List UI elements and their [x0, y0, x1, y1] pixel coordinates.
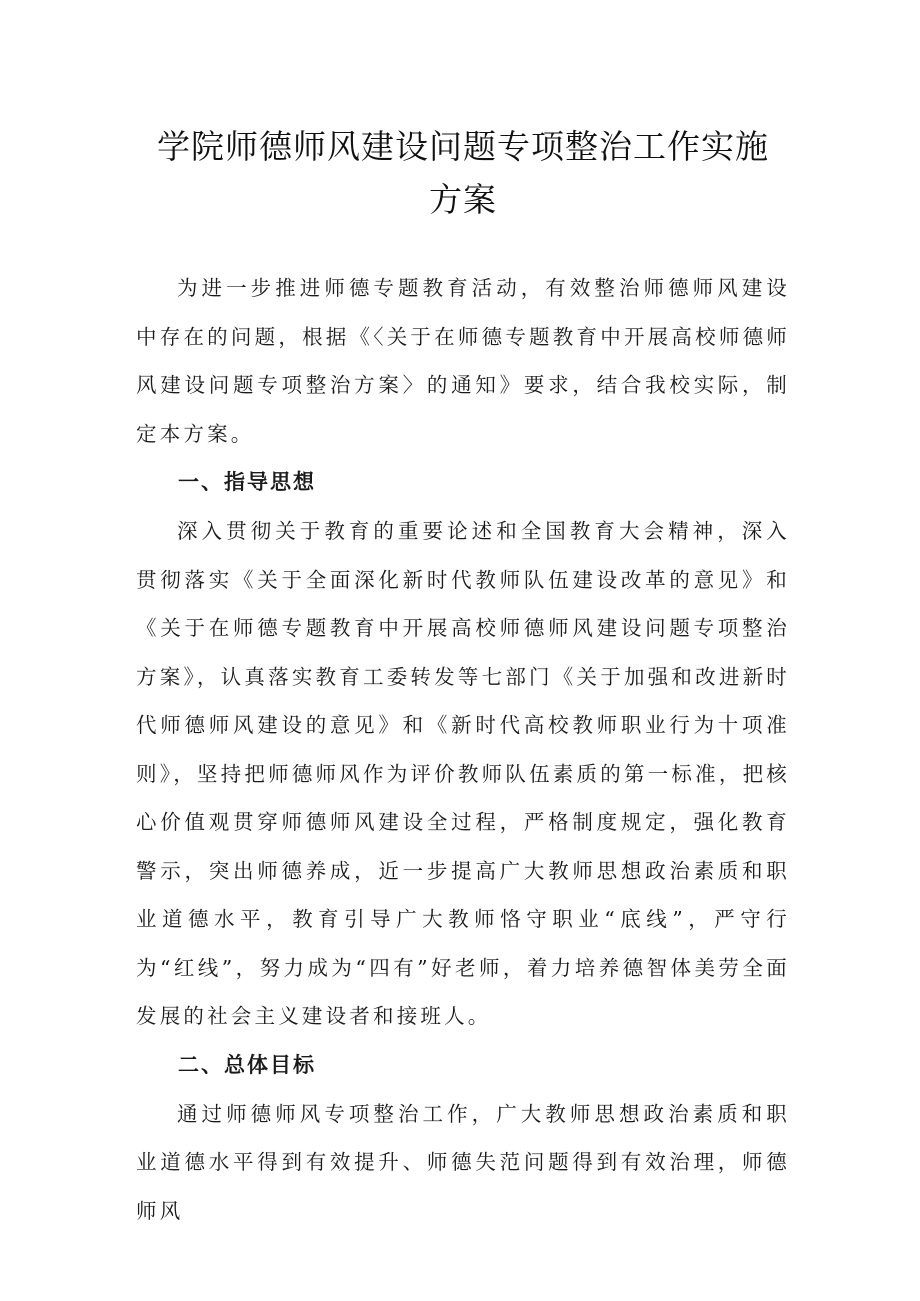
title-line-1: 学院师德师风建设问题专项整治工作实施	[157, 127, 769, 166]
section-heading-guiding-ideology: 一、指导思想	[178, 470, 316, 494]
section-heading-overall-goal: 二、总体目标	[178, 1052, 316, 1077]
title-line-2: 方案	[429, 180, 497, 219]
document-title	[136, 120, 790, 226]
section-paragraph-overall-goal: 通过师德师风专项整治工作，广大教师思想政治素质和职业道德水平得到有效提升、师德失范问题得到有效治理，师德师风	[136, 1101, 790, 1223]
intro-paragraph: 为进一步推进师德专题教育活动，有效整治师德师风建设中存在的问题，根据《〈关于在师德专题教育中开展高校师德师风建设问题专项整治方案〉的通知》要求，结合我校实际，制定本方案。	[136, 276, 790, 446]
document-body	[136, 264, 790, 1235]
section-paragraph-guiding-ideology: 深入贯彻关于教育的重要论述和全国教育大会精神，深入贯彻落实《关于全面深化新时代教师队伍建设改革的意见》和《关于在师德专题教育中开展高校师德师风建设问题专项整治方案》，认真落实教育工委转发等七部门《关于加强和改进新时代师德师风建设的意见》和《新时代高校教师职业行为十项准则》，坚持把师德师风作为评价教师队伍素质的第一标准，把核心价值观贯穿师德师风建设全过程，严格制度规定，强化教育警示，突出师德养成，近一步提高广大教师思想政治素质和职业道德水平，教育引导广大教师恪守职业“底线”，严守行为“红线”，努力成为“四有”好老师，着力培养德智体美劳全面发展的社会主义建设者和接班人。	[136, 519, 790, 1028]
